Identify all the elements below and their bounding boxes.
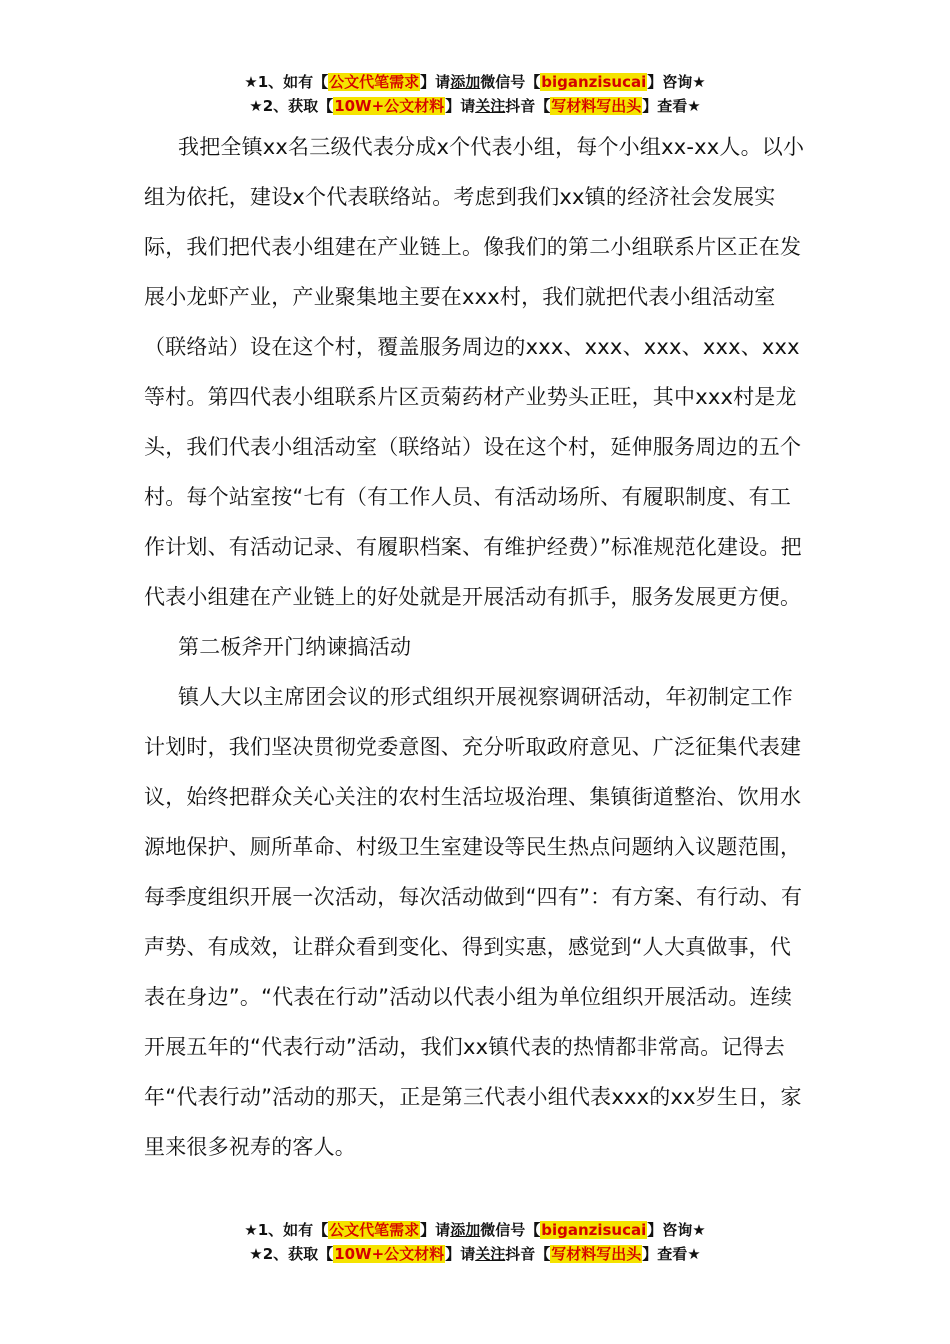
promo-banner-top	[0, 70, 950, 118]
promo-line-1: ★1、如有【公文代笔需求】请添加微信号【biganzisucai】咨询★	[244, 1221, 706, 1239]
section-heading: 第二板斧开门纳谏搞活动	[178, 635, 412, 659]
promo-line-2: ★2、获取【10W+公文材料】请关注抖音【写材料写出头】查看★	[249, 97, 701, 115]
paragraph: 镇人大以主席团会议的形式组织开展视察调研活动，年初制定工作计划时，我们坚决贯彻党委意图、充分听取政府意见、广泛征集代表建议，始终把群众关心关注的农村生活垃圾治理、集镇街道整治、饮用水源地保护、厕所革命、村级卫生室建设等民生热点问题纳入议题范围，每季度组织开展一次活动，每次活动做到“四有”：有方案、有行动、有声势、有成效，让群众看到变化、得到实惠，感觉到“人大真做事，代表在身边”。“代表在行动”活动以代表小组为单位组织开展活动。连续开展五年的“代表行动”活动，我们xx镇代表的热情都非常高。记得去年“代表行动”活动的那天，正是第三代表小组代表xxx的xx岁生日，家里来很多祝寿的客人。	[144, 685, 803, 1159]
douyin-account: 写材料写出头	[551, 1245, 642, 1263]
paragraph: 我把全镇xx名三级代表分成x个代表小组，每个小组xx-xx人。以小组为依托，建设x个代表联络站。考虑到我们xx镇的经济社会发展实际，我们把代表小组建在产业链上。像我们的第二小组联系片区正在发展小龙虾产业，产业聚集地主要在xxx村，我们就把代表小组活动室（联络站）设在这个村，覆盖服务周边的xxx、xxx、xxx、xxx、xxx等村。第四代表小组联系片区贡菊药材产业势头正旺，其中xxx村是龙头，我们代表小组活动室（联络站）设在这个村，延伸服务周边的五个村。每个站室按“七有（有工作人员、有活动场所、有履职制度、有工作计划、有活动记录、有履职档案、有维护经费）”标准规范化建设。把代表小组建在产业链上的好处就是开展活动有抓手，服务发展更方便。	[144, 135, 805, 609]
highlight-materials: 10W+公文材料	[334, 97, 445, 115]
douyin-account: 写材料写出头	[551, 97, 642, 115]
wechat-id: biganzisucai	[541, 73, 647, 91]
highlight-materials: 10W+公文材料	[334, 1245, 445, 1263]
document-body	[144, 122, 812, 1172]
promo-banner-bottom	[0, 1218, 950, 1266]
highlight-service: 公文代笔需求	[329, 1221, 420, 1239]
highlight-service: 公文代笔需求	[329, 73, 420, 91]
promo-line-2: ★2、获取【10W+公文材料】请关注抖音【写材料写出头】查看★	[249, 1245, 701, 1263]
promo-line-1: ★1、如有【公文代笔需求】请添加微信号【biganzisucai】咨询★	[244, 73, 706, 91]
wechat-id: biganzisucai	[541, 1221, 647, 1239]
